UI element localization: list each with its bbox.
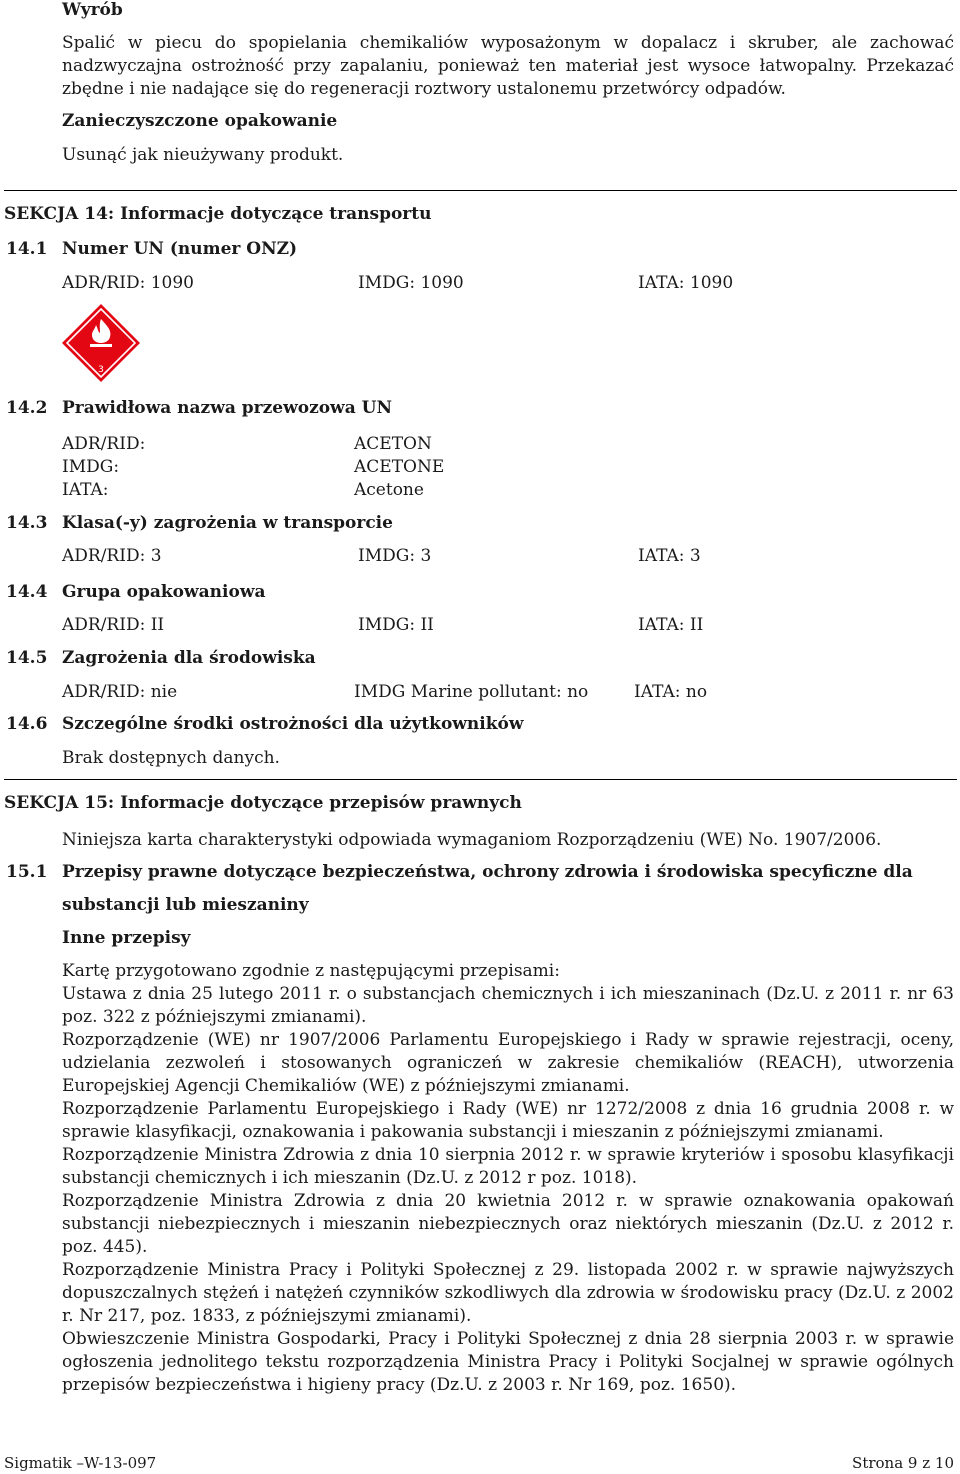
wyrob-heading: Wyrób bbox=[62, 0, 123, 20]
s14-3-imdg: IMDG: 3 bbox=[358, 546, 432, 566]
regulation-item: Rozporządzenie (WE) nr 1907/2006 Parlamentu Europejskiego i Rady w sprawie rejestracji, oceny, udzielania zezwoleń i stosowanych ograniczeń w zakresie chemikaliów (REACH), utworzenia Europejskiej Agencji Chemikaliów (WE) z późniejszymi zmianami. bbox=[62, 1030, 954, 1096]
class-number-label: 3 bbox=[98, 365, 104, 375]
s15-1-title-line2: substancji lub mieszaniny bbox=[62, 895, 309, 915]
contaminated-packaging-heading: Zanieczyszczone opakowanie bbox=[62, 111, 338, 131]
s14-1-imdg: IMDG: 1090 bbox=[358, 273, 464, 293]
footer-document-id: Sigmatik –W-13-097 bbox=[4, 1454, 157, 1472]
regulation-item: Obwieszczenie Ministra Gospodarki, Pracy i Polityki Społecznej z dnia 28 sierpnia 2003 r. w sprawie ogłoszenia jednolitego tekstu rozporządzenia Ministra Pracy i Polityki Socjalnej w sprawie ogólnych przepisów bezpieczeństwa i higieny pracy (Dz.U. z 2003 r. Nr 169, poz. 1650). bbox=[62, 1329, 954, 1395]
s14-6-number: 14.6 bbox=[6, 714, 48, 734]
section-divider bbox=[4, 779, 957, 780]
regulation-item: Rozporządzenie Ministra Zdrowia z dnia 20 kwietnia 2012 r. w sprawie oznakowania opakowań substancji niebezpiecznych i mieszanin niebezpiecznych oraz niektórych mieszanin (Dz.U. z 2012 r. poz. 445). bbox=[62, 1191, 954, 1257]
wyrob-text: Spalić w piecu do spopielania chemikaliów wyposażonym w dopalacz i skruber, ale zachować nadzwyczajna ostrożność przy zapalaniu, ponieważ ten materiał jest wysoce łatwopalny. Przekazać zbędne i nie nadające się do regeneracji roztwory ustalonemu przetwórcy odpadów. bbox=[62, 33, 954, 99]
s14-5-number: 14.5 bbox=[6, 648, 48, 668]
regulations-intro: Kartę przygotowano zgodnie z następującymi przepisami: bbox=[62, 961, 560, 981]
s14-2-label-imdg: IMDG: bbox=[62, 457, 120, 477]
s14-4-iata: IATA: II bbox=[638, 615, 704, 635]
s14-3-title: Klasa(-y) zagrożenia w transporcie bbox=[62, 513, 393, 533]
s14-4-number: 14.4 bbox=[6, 582, 48, 602]
s14-1-adr: ADR/RID: 1090 bbox=[62, 273, 194, 293]
section-14-title: SEKCJA 14: Informacje dotyczące transportu bbox=[4, 204, 432, 224]
s14-2-label-adr: ADR/RID: bbox=[62, 434, 146, 454]
s14-1-number: 14.1 bbox=[6, 239, 48, 259]
s14-5-title: Zagrożenia dla środowiska bbox=[62, 648, 316, 668]
s14-2-value-imdg: ACETONE bbox=[354, 457, 445, 477]
s14-2-label-iata: IATA: bbox=[62, 480, 109, 500]
regulation-item: Ustawa z dnia 25 lutego 2011 r. o substancjach chemicznych i ich mieszaninach (Dz.U. z 2011 r. nr 63 poz. 322 z późniejszymi zmianami). bbox=[62, 984, 954, 1027]
s14-5-adr: ADR/RID: nie bbox=[62, 682, 178, 702]
s14-2-value-adr: ACETON bbox=[354, 434, 432, 454]
s14-4-adr: ADR/RID: II bbox=[62, 615, 165, 635]
s14-5-iata: IATA: no bbox=[634, 682, 708, 702]
s14-2-number: 14.2 bbox=[6, 398, 48, 418]
s14-3-adr: ADR/RID: 3 bbox=[62, 546, 162, 566]
s15-intro: Niniejsza karta charakterystyki odpowiada wymaganiom Rozporządzeniu (WE) No. 1907/2006. bbox=[62, 830, 882, 850]
s14-6-text: Brak dostępnych danych. bbox=[62, 748, 280, 768]
s15-1-title-line1: Przepisy prawne dotyczące bezpieczeństwa, ochrony zdrowia i środowiska specyficzne dla bbox=[62, 862, 913, 882]
regulation-item: Rozporządzenie Ministra Zdrowia z dnia 10 sierpnia 2012 r. w sprawie kryteriów i sposobu klasyfikacji substancji chemicznych i ich mieszanin (Dz.U. z 2012 r poz. 1018). bbox=[62, 1145, 954, 1188]
section-divider bbox=[4, 190, 957, 191]
s14-4-title: Grupa opakowaniowa bbox=[62, 582, 266, 602]
s14-6-title: Szczególne środki ostrożności dla użytkowników bbox=[62, 714, 524, 734]
s14-1-title: Numer UN (numer ONZ) bbox=[62, 239, 298, 259]
contaminated-packaging-text: Usunąć jak nieużywany produkt. bbox=[62, 145, 344, 165]
s14-3-iata: IATA: 3 bbox=[638, 546, 701, 566]
s14-4-imdg: IMDG: II bbox=[358, 615, 434, 635]
regulations-list bbox=[62, 960, 954, 1397]
s15-1-number: 15.1 bbox=[6, 862, 48, 882]
s14-3-number: 14.3 bbox=[6, 513, 48, 533]
s14-1-iata: IATA: 1090 bbox=[638, 273, 734, 293]
regulation-item: Rozporządzenie Ministra Pracy i Polityki Społecznej z 29. listopada 2002 r. w sprawie najwyższych dopuszczalnych stężeń i natężeń czynników szkodliwych dla zdrowia w środowisku pracy (Dz.U. z 2002 r. Nr 217, poz. 1833, z późniejszymi zmianami). bbox=[62, 1260, 954, 1326]
section-15-title: SEKCJA 15: Informacje dotyczące przepisów prawnych bbox=[4, 793, 522, 813]
flammable-pictogram bbox=[60, 302, 142, 384]
regulation-item: Rozporządzenie Parlamentu Europejskiego i Rady (WE) nr 1272/2008 z dnia 16 grudnia 2008 r. w sprawie klasyfikacji, oznakowania i pakowania substancji i mieszanin z późniejszymi zmianami. bbox=[62, 1099, 954, 1142]
s14-2-value-iata: Acetone bbox=[354, 480, 424, 500]
s14-2-title: Prawidłowa nazwa przewozowa UN bbox=[62, 398, 392, 418]
other-regulations-heading: Inne przepisy bbox=[62, 928, 191, 948]
s14-5-imdg: IMDG Marine pollutant: no bbox=[354, 682, 589, 702]
footer-page-number: Strona 9 z 10 bbox=[852, 1454, 954, 1472]
